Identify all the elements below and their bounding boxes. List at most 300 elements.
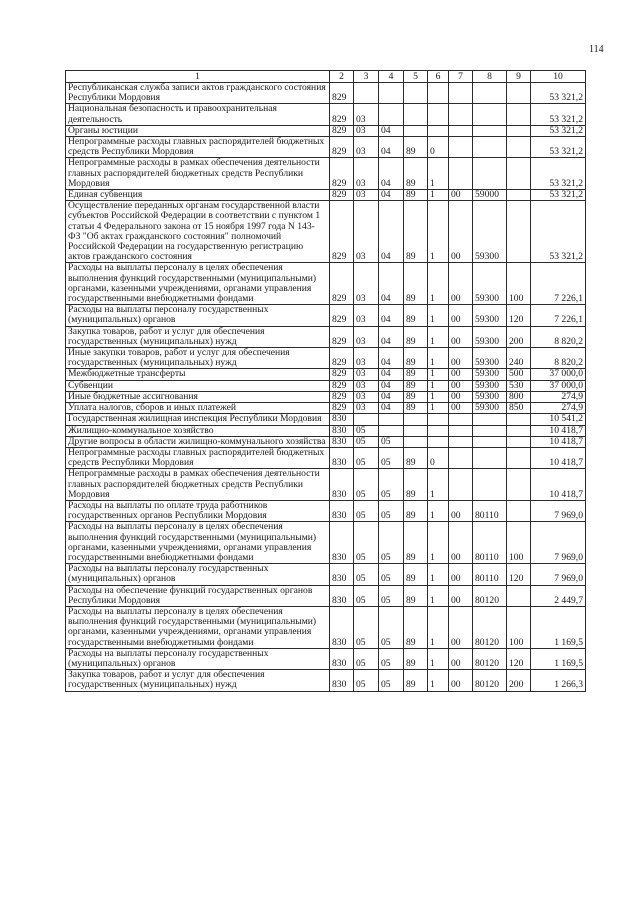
row-code-c7 — [449, 469, 473, 501]
table-row — [66, 648, 586, 669]
row-code-c9 — [507, 190, 531, 201]
row-name: Расходы на выплаты персоналу государственных (муниципальных) органов — [66, 648, 330, 669]
row-code-c3: 03 — [354, 104, 379, 125]
row-code-c6: 1 — [428, 585, 449, 606]
table-row — [66, 158, 586, 190]
row-code-c6: 1 — [428, 326, 449, 347]
column-header: 10 — [531, 71, 586, 83]
row-code-c5 — [404, 125, 428, 136]
row-code-c4: 04 — [379, 403, 404, 414]
row-code-c3: 03 — [354, 190, 379, 201]
row-code-c7: 00 — [449, 606, 473, 648]
row-code-c6: 1 — [428, 648, 449, 669]
row-code-c6: 1 — [428, 606, 449, 648]
row-code-c4: 05 — [379, 522, 404, 564]
row-amount: 1 169,5 — [531, 606, 586, 648]
row-code-c4: 04 — [379, 201, 404, 263]
row-code-c4 — [379, 425, 404, 436]
row-code-c5: 89 — [404, 263, 428, 305]
row-code-c4: 04 — [379, 263, 404, 305]
row-amount: 10 418,7 — [531, 436, 586, 447]
row-code-c3: 03 — [354, 326, 379, 347]
row-name: Иные закупки товаров, работ и услуг для обеспечения государственных (муниципальных) нужд — [66, 348, 330, 369]
row-code-c8 — [473, 83, 507, 104]
row-amount: 53 321,2 — [531, 83, 586, 104]
row-code-c5: 89 — [404, 190, 428, 201]
row-code-c2: 829 — [330, 125, 354, 136]
row-code-c6: 1 — [428, 201, 449, 263]
table-row — [66, 522, 586, 564]
table-row — [66, 190, 586, 201]
row-code-c2: 830 — [330, 425, 354, 436]
row-code-c6: 1 — [428, 190, 449, 201]
row-code-c9: 500 — [507, 369, 531, 380]
row-amount: 274,9 — [531, 403, 586, 414]
table-row — [66, 414, 586, 425]
row-code-c3: 05 — [354, 500, 379, 521]
row-name: Закупка товаров, работ и услуг для обеспечения государственных (муниципальных) нужд — [66, 670, 330, 691]
row-code-c6 — [428, 436, 449, 447]
row-name: Органы юстиции — [66, 125, 330, 136]
row-code-c7 — [449, 158, 473, 190]
row-code-c6: 0 — [428, 137, 449, 158]
row-code-c6: 1 — [428, 564, 449, 585]
row-amount: 7 969,0 — [531, 564, 586, 585]
table-row — [66, 447, 586, 468]
table-row — [66, 585, 586, 606]
row-code-c8 — [473, 125, 507, 136]
row-code-c8: 59300 — [473, 348, 507, 369]
row-code-c9 — [507, 425, 531, 436]
row-code-c9: 800 — [507, 391, 531, 402]
row-name: Уплата налогов, сборов и иных платежей — [66, 403, 330, 414]
row-code-c2: 830 — [330, 564, 354, 585]
table-row — [66, 391, 586, 402]
row-code-c8: 80110 — [473, 500, 507, 521]
row-code-c8: 80110 — [473, 564, 507, 585]
row-code-c9: 240 — [507, 348, 531, 369]
row-code-c2: 829 — [330, 403, 354, 414]
row-amount: 1 169,5 — [531, 648, 586, 669]
row-code-c4: 04 — [379, 137, 404, 158]
table-row — [66, 670, 586, 691]
row-code-c2: 830 — [330, 606, 354, 648]
row-code-c9 — [507, 125, 531, 136]
row-code-c6: 1 — [428, 391, 449, 402]
column-header: 1 — [66, 71, 330, 83]
row-code-c5 — [404, 83, 428, 104]
row-code-c9: 530 — [507, 380, 531, 391]
row-name: Другие вопросы в области жилищно-коммунального хозяйства — [66, 436, 330, 447]
row-code-c9 — [507, 469, 531, 501]
row-amount: 10 418,7 — [531, 425, 586, 436]
row-code-c9 — [507, 436, 531, 447]
row-code-c2: 830 — [330, 436, 354, 447]
row-amount: 274,9 — [531, 391, 586, 402]
row-code-c3: 03 — [354, 391, 379, 402]
row-code-c2: 829 — [330, 104, 354, 125]
row-amount: 53 321,2 — [531, 125, 586, 136]
row-name: Расходы на выплаты по оплате труда работников государственных органов Республики Мордовия — [66, 500, 330, 521]
row-amount: 1 266,3 — [531, 670, 586, 691]
row-code-c5: 89 — [404, 326, 428, 347]
row-amount: 8 820,2 — [531, 348, 586, 369]
row-code-c4 — [379, 83, 404, 104]
row-code-c6 — [428, 83, 449, 104]
row-code-c3: 05 — [354, 648, 379, 669]
page-number: 114 — [589, 44, 604, 55]
column-header: 3 — [354, 71, 379, 83]
row-code-c5 — [404, 414, 428, 425]
table-row — [66, 500, 586, 521]
row-code-c8: 59300 — [473, 380, 507, 391]
row-code-c4: 04 — [379, 348, 404, 369]
row-amount: 10 418,7 — [531, 469, 586, 501]
row-code-c2: 829 — [330, 201, 354, 263]
row-code-c7: 00 — [449, 670, 473, 691]
row-code-c5: 89 — [404, 391, 428, 402]
table-row — [66, 564, 586, 585]
row-code-c7 — [449, 83, 473, 104]
budget-table — [65, 70, 586, 692]
row-code-c2: 829 — [330, 137, 354, 158]
row-code-c7: 00 — [449, 263, 473, 305]
row-code-c8 — [473, 137, 507, 158]
row-code-c5: 89 — [404, 369, 428, 380]
row-name: Расходы на выплаты персоналу государственных (муниципальных) органов — [66, 305, 330, 326]
column-header: 5 — [404, 71, 428, 83]
column-header: 9 — [507, 71, 531, 83]
row-code-c2: 830 — [330, 500, 354, 521]
row-amount: 53 321,2 — [531, 104, 586, 125]
row-code-c3: 05 — [354, 436, 379, 447]
row-code-c7: 00 — [449, 348, 473, 369]
row-code-c8 — [473, 104, 507, 125]
row-amount: 7 226,1 — [531, 263, 586, 305]
table-row — [66, 606, 586, 648]
row-code-c9: 120 — [507, 648, 531, 669]
row-code-c3: 03 — [354, 201, 379, 263]
row-name: Государственная жилищная инспекция Республики Мордовия — [66, 414, 330, 425]
table-row — [66, 305, 586, 326]
row-code-c5: 89 — [404, 137, 428, 158]
row-code-c2: 829 — [330, 380, 354, 391]
row-code-c9 — [507, 447, 531, 468]
row-code-c7 — [449, 436, 473, 447]
row-code-c3: 05 — [354, 564, 379, 585]
row-code-c7: 00 — [449, 585, 473, 606]
row-code-c3: 03 — [354, 263, 379, 305]
row-code-c7: 00 — [449, 380, 473, 391]
row-code-c8 — [473, 425, 507, 436]
table-row — [66, 125, 586, 136]
row-code-c9 — [507, 414, 531, 425]
row-code-c7: 00 — [449, 648, 473, 669]
row-code-c8: 59300 — [473, 369, 507, 380]
row-code-c9: 100 — [507, 263, 531, 305]
row-code-c4: 04 — [379, 326, 404, 347]
row-name: Непрограммные расходы в рамках обеспечения деятельности главных распорядителей бюджетных средств Республики Мордовия — [66, 469, 330, 501]
row-amount: 37 000,0 — [531, 380, 586, 391]
row-code-c7 — [449, 137, 473, 158]
row-code-c2: 830 — [330, 670, 354, 691]
row-code-c4: 05 — [379, 585, 404, 606]
row-code-c5: 89 — [404, 403, 428, 414]
row-code-c8 — [473, 447, 507, 468]
row-code-c6: 1 — [428, 403, 449, 414]
row-code-c2: 830 — [330, 648, 354, 669]
row-code-c2: 829 — [330, 158, 354, 190]
row-code-c9: 200 — [507, 326, 531, 347]
row-code-c3: 03 — [354, 158, 379, 190]
row-code-c4: 05 — [379, 469, 404, 501]
column-header: 4 — [379, 71, 404, 83]
row-code-c2: 830 — [330, 585, 354, 606]
row-code-c4: 04 — [379, 380, 404, 391]
row-code-c9 — [507, 104, 531, 125]
column-header: 8 — [473, 71, 507, 83]
table-row — [66, 326, 586, 347]
row-name: Республиканская служба записи актов гражданского состояния Республики Мордовия — [66, 83, 330, 104]
column-header: 6 — [428, 71, 449, 83]
column-header: 7 — [449, 71, 473, 83]
row-code-c4: 04 — [379, 391, 404, 402]
row-code-c6: 1 — [428, 500, 449, 521]
row-code-c2: 830 — [330, 522, 354, 564]
table-row — [66, 201, 586, 263]
row-code-c4: 05 — [379, 500, 404, 521]
row-code-c6 — [428, 125, 449, 136]
row-code-c8: 80120 — [473, 648, 507, 669]
row-code-c8: 59000 — [473, 190, 507, 201]
row-name: Расходы на выплаты персоналу в целях обеспечения выполнения функций государственными (муниципальными) органами, казенными учреждениями, органами управления государственными внебюджетными фондами — [66, 606, 330, 648]
row-code-c5: 89 — [404, 380, 428, 391]
row-name: Непрограммные расходы главных распорядителей бюджетных средств Республики Мордовия — [66, 447, 330, 468]
row-code-c7: 00 — [449, 369, 473, 380]
row-code-c7: 00 — [449, 305, 473, 326]
row-code-c5: 89 — [404, 201, 428, 263]
row-code-c9: 100 — [507, 606, 531, 648]
row-code-c7 — [449, 447, 473, 468]
table-row — [66, 436, 586, 447]
table-row — [66, 137, 586, 158]
row-code-c4: 04 — [379, 158, 404, 190]
row-code-c5: 89 — [404, 305, 428, 326]
row-code-c8: 59300 — [473, 391, 507, 402]
row-name: Субвенции — [66, 380, 330, 391]
header-row — [66, 71, 586, 83]
row-code-c5: 89 — [404, 564, 428, 585]
row-code-c9: 120 — [507, 305, 531, 326]
row-name: Расходы на выплаты персоналу в целях обеспечения выполнения функций государственными (муниципальными) органами, казенными учреждениями, органами управления государственными внебюджетными фондами — [66, 522, 330, 564]
row-code-c9 — [507, 158, 531, 190]
row-code-c8: 80110 — [473, 522, 507, 564]
row-code-c8: 80120 — [473, 670, 507, 691]
row-code-c7 — [449, 425, 473, 436]
row-code-c9 — [507, 83, 531, 104]
row-code-c6: 1 — [428, 263, 449, 305]
row-code-c7: 00 — [449, 326, 473, 347]
row-code-c4 — [379, 104, 404, 125]
row-code-c6: 1 — [428, 158, 449, 190]
row-code-c3: 03 — [354, 369, 379, 380]
row-code-c3: 05 — [354, 585, 379, 606]
row-code-c8: 59300 — [473, 305, 507, 326]
row-code-c5: 89 — [404, 648, 428, 669]
row-amount: 53 321,2 — [531, 137, 586, 158]
row-code-c9: 850 — [507, 403, 531, 414]
row-code-c7 — [449, 125, 473, 136]
row-code-c5: 89 — [404, 522, 428, 564]
row-code-c2: 830 — [330, 414, 354, 425]
row-code-c7: 00 — [449, 522, 473, 564]
row-code-c4: 05 — [379, 670, 404, 691]
row-code-c5: 89 — [404, 500, 428, 521]
table-row — [66, 425, 586, 436]
row-amount: 53 321,2 — [531, 201, 586, 263]
row-code-c5: 89 — [404, 670, 428, 691]
row-code-c7: 00 — [449, 190, 473, 201]
table-row — [66, 348, 586, 369]
row-name: Иные бюджетные ассигнования — [66, 391, 330, 402]
row-code-c2: 830 — [330, 469, 354, 501]
row-code-c3 — [354, 83, 379, 104]
row-code-c8: 59300 — [473, 201, 507, 263]
row-code-c4: 04 — [379, 190, 404, 201]
row-name: Расходы на выплаты персоналу государственных (муниципальных) органов — [66, 564, 330, 585]
row-code-c4: 04 — [379, 369, 404, 380]
row-name: Национальная безопасность и правоохранительная деятельность — [66, 104, 330, 125]
row-code-c2: 829 — [330, 348, 354, 369]
row-amount: 10 418,7 — [531, 447, 586, 468]
row-code-c4: 05 — [379, 564, 404, 585]
row-code-c7: 00 — [449, 564, 473, 585]
row-amount: 7 969,0 — [531, 522, 586, 564]
row-code-c8 — [473, 158, 507, 190]
row-code-c4: 05 — [379, 648, 404, 669]
column-header: 2 — [330, 71, 354, 83]
row-name: Закупка товаров, работ и услуг для обеспечения государственных (муниципальных) нужд — [66, 326, 330, 347]
row-code-c3: 05 — [354, 425, 379, 436]
row-code-c6: 1 — [428, 305, 449, 326]
row-code-c9: 100 — [507, 522, 531, 564]
row-code-c5 — [404, 425, 428, 436]
row-code-c5: 89 — [404, 158, 428, 190]
row-code-c3 — [354, 414, 379, 425]
table-row — [66, 104, 586, 125]
row-code-c6: 1 — [428, 369, 449, 380]
row-code-c2: 829 — [330, 326, 354, 347]
row-code-c9: 200 — [507, 670, 531, 691]
row-code-c2: 829 — [330, 305, 354, 326]
row-code-c7: 00 — [449, 391, 473, 402]
row-code-c8: 80120 — [473, 606, 507, 648]
row-code-c8 — [473, 414, 507, 425]
row-code-c8: 59300 — [473, 263, 507, 305]
row-code-c6: 1 — [428, 469, 449, 501]
row-name: Единая субвенция — [66, 190, 330, 201]
row-name: Расходы на выплаты персоналу в целях обеспечения выполнения функций государственными (муниципальными) органами, казенными учреждениями, органами управления государственными внебюджетными фондами — [66, 263, 330, 305]
row-name: Межбюджетные трансферты — [66, 369, 330, 380]
row-code-c8: 80120 — [473, 585, 507, 606]
row-code-c6: 1 — [428, 348, 449, 369]
row-code-c7: 00 — [449, 403, 473, 414]
row-amount: 7 226,1 — [531, 305, 586, 326]
row-code-c2: 829 — [330, 391, 354, 402]
row-code-c8: 59300 — [473, 326, 507, 347]
row-code-c6 — [428, 104, 449, 125]
row-code-c4: 04 — [379, 305, 404, 326]
row-amount: 8 820,2 — [531, 326, 586, 347]
row-name: Жилищно-коммунальное хозяйство — [66, 425, 330, 436]
row-amount: 10 541,2 — [531, 414, 586, 425]
table-row — [66, 369, 586, 380]
row-code-c3: 03 — [354, 403, 379, 414]
row-code-c3: 03 — [354, 137, 379, 158]
row-code-c6 — [428, 425, 449, 436]
row-code-c3: 03 — [354, 348, 379, 369]
row-code-c3: 05 — [354, 469, 379, 501]
row-code-c6 — [428, 414, 449, 425]
row-code-c5: 89 — [404, 348, 428, 369]
table-row — [66, 380, 586, 391]
row-code-c2: 829 — [330, 369, 354, 380]
row-code-c6: 1 — [428, 670, 449, 691]
row-code-c3: 03 — [354, 380, 379, 391]
row-code-c8: 59300 — [473, 403, 507, 414]
row-code-c6: 1 — [428, 380, 449, 391]
row-code-c5 — [404, 104, 428, 125]
table-row — [66, 469, 586, 501]
row-code-c4: 05 — [379, 606, 404, 648]
table-row — [66, 263, 586, 305]
row-name: Расходы на обеспечение функций государственных органов Республики Мордовия — [66, 585, 330, 606]
row-code-c2: 829 — [330, 83, 354, 104]
row-amount: 53 321,2 — [531, 158, 586, 190]
row-code-c2: 829 — [330, 190, 354, 201]
row-code-c4 — [379, 414, 404, 425]
row-code-c6: 0 — [428, 447, 449, 468]
row-code-c7: 00 — [449, 201, 473, 263]
row-amount: 37 000,0 — [531, 369, 586, 380]
row-code-c3: 05 — [354, 522, 379, 564]
row-name: Непрограммные расходы в рамках обеспечения деятельности главных распорядителей бюджетных средств Республики Мордовия — [66, 158, 330, 190]
row-code-c8 — [473, 469, 507, 501]
row-code-c4: 04 — [379, 125, 404, 136]
row-code-c3: 05 — [354, 447, 379, 468]
table-row — [66, 83, 586, 104]
row-code-c5: 89 — [404, 606, 428, 648]
row-code-c5: 89 — [404, 469, 428, 501]
row-code-c5: 89 — [404, 447, 428, 468]
row-code-c9: 120 — [507, 564, 531, 585]
row-code-c3: 05 — [354, 606, 379, 648]
row-code-c9 — [507, 201, 531, 263]
row-code-c7: 00 — [449, 500, 473, 521]
row-code-c9 — [507, 500, 531, 521]
row-code-c6: 1 — [428, 522, 449, 564]
row-code-c9 — [507, 585, 531, 606]
row-code-c5: 89 — [404, 585, 428, 606]
row-code-c5 — [404, 436, 428, 447]
table-row — [66, 403, 586, 414]
row-code-c2: 830 — [330, 447, 354, 468]
row-name: Осуществление переданных органам государственной власти субъектов Российской Федерации в соответствии с пунктом 1 статьи 4 Федерального закона от 15 ноября 1997 года N 143-ФЗ "Об актах гражданского состояния" полномочий Российской Федерации на государственную регистрацию актов гражданского состояния — [66, 201, 330, 263]
row-code-c4: 05 — [379, 436, 404, 447]
row-code-c4: 05 — [379, 447, 404, 468]
row-code-c8 — [473, 436, 507, 447]
row-amount: 2 449,7 — [531, 585, 586, 606]
